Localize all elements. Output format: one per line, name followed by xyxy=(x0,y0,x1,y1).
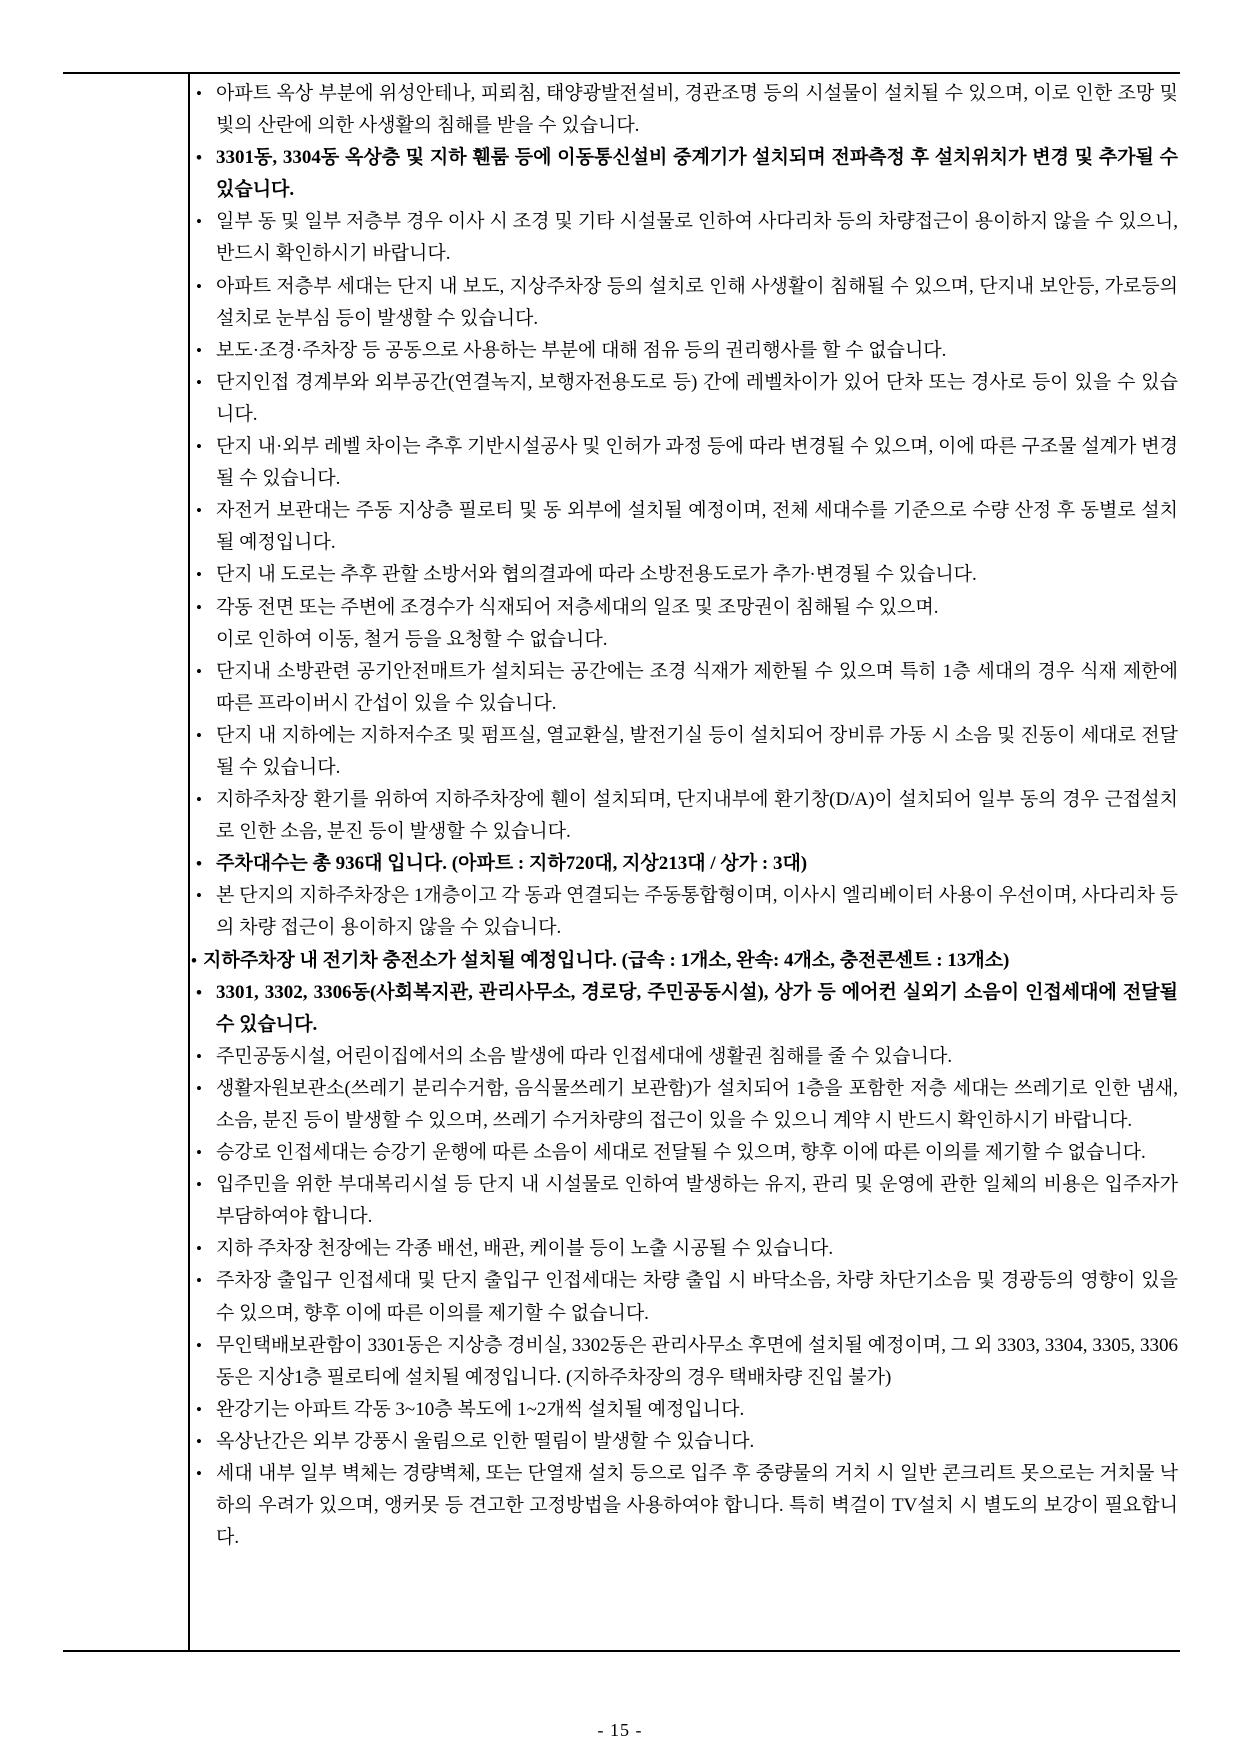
list-item-text: 입주민을 위한 부대복리시설 등 단지 내 시설물로 인하여 발생하는 유지, 관리 및 운영에 관한 일체의 비용은 입주자가 부담하여야 합니다. xyxy=(216,1174,1178,1228)
list-item xyxy=(190,1169,1178,1233)
list-item xyxy=(190,1073,1178,1137)
list-item-text: 무인택배보관함이 3301동은 지상층 경비실, 3302동은 관리사무소 후면에 설치될 예정이며, 그 외 3303, 3304, 3305, 3306동은 지상1층 필로티에 설치될 예정입니다. (지하주차장의 경우 택배차량 진입 불가) xyxy=(216,1334,1178,1388)
list-item xyxy=(190,271,1178,335)
list-item-text: 생활자원보관소(쓰레기 분리수거함, 음식물쓰레기 보관함)가 설치되어 1층을 포함한 저층 세대는 쓰레기로 인한 냄새, 소음, 분진 등이 발생할 수 있으며, 쓰레기 수거차량의 접근이 있을 수 있으니 계약 시 반드시 확인하시기 바랍니다. xyxy=(216,1077,1178,1131)
bullet-icon: • xyxy=(196,790,202,810)
list-item-text: 3301동, 3304동 옥상층 및 지하 휀룸 등에 이동통신설비 중계기가 설치되며 전파측정 후 설치위치가 변경 및 추가될 수 있습니다. xyxy=(216,147,1178,201)
bullet-icon: • xyxy=(196,148,202,168)
list-item-text: 완강기는 아파트 각동 3~10층 복도에 1~2개씩 설치될 예정입니다. xyxy=(216,1398,745,1420)
list-item xyxy=(190,720,1178,784)
list-item xyxy=(190,1233,1178,1265)
list-item-text: 3301, 3302, 3306동(사회복지관, 관리사무소, 경로당, 주민공동시설), 상가 등 에어컨 실외기 소음이 인접세대에 전달될 수 있습니다. xyxy=(216,981,1178,1035)
bullet-icon: • xyxy=(196,1335,202,1355)
bullet-icon: • xyxy=(196,1143,202,1163)
list-item xyxy=(190,495,1178,559)
list-item-text: 지하주차장 내 전기차 충전소가 설치될 예정입니다. (급속 : 1개소, 완속: 4개소, 충전콘센트 : 13개소) xyxy=(203,949,1010,971)
bullet-icon: • xyxy=(196,1431,202,1451)
list-item-text: 본 단지의 지하주차장은 1개층이고 각 동과 연결되는 주동통합형이며, 이사시 엘리베이터 사용이 우선이며, 사다리차 등의 차량 접근이 용이하지 않을 수 있습니다. xyxy=(216,885,1178,939)
bullet-icon: • xyxy=(196,725,202,745)
list-item-text: 지하 주차장 천장에는 각종 배선, 배관, 케이블 등이 노출 시공될 수 있습니다. xyxy=(216,1238,834,1260)
list-item-text: 단지 내 지하에는 지하저수조 및 펌프실, 열교환실, 발전기실 등이 설치되어 장비류 가동 시 소음 및 진동이 세대로 전달될 수 있습니다. xyxy=(216,724,1178,778)
bullet-icon: • xyxy=(196,661,202,681)
bullet-icon: • xyxy=(196,372,202,392)
list-item-text: 단지내 소방관련 공기안전매트가 설치되는 공간에는 조경 식재가 제한될 수 있으며 특히 1층 세대의 경우 식재 제한에 따른 프라이버시 간섭이 있을 수 있습니다. xyxy=(216,660,1178,714)
list-item-text: 세대 내부 일부 벽체는 경량벽체, 또는 단열재 설치 등으로 입주 후 중량물의 거치 시 일반 콘크리트 못으로는 거치물 낙하의 우려가 있으며, 앵커못 등 견고한 고정방법을 사용하여야 합니다. 특히 벽걸이 TV설치 시 별도의 보강이 필요합니다. xyxy=(216,1463,1178,1549)
list-item xyxy=(190,78,1178,142)
list-item-text: 보도·조경·주차장 등 공동으로 사용하는 부분에 대해 점유 등의 권리행사를 할 수 없습니다. xyxy=(216,339,947,361)
list-item xyxy=(190,945,1178,977)
list-item xyxy=(190,559,1178,591)
bullet-icon: • xyxy=(196,1175,202,1195)
bullet-icon: • xyxy=(196,854,202,874)
list-item-text: 단지 내·외부 레벨 차이는 추후 기반시설공사 및 인허가 과정 등에 따라 변경될 수 있으며, 이에 따른 구조물 설계가 변경될 수 있습니다. xyxy=(216,436,1178,490)
list-item-text: 주차대수는 총 936대 입니다. (아파트 : 지하720대, 지상213대 / 상가 : 3대) xyxy=(216,853,808,875)
list-item-text: 주차장 출입구 인접세대 및 단지 출입구 인접세대는 차량 출입 시 바닥소음, 차량 차단기소음 및 경광등의 영향이 있을 수 있으며, 향후 이에 따른 이의를 제기할 수 없습니다. xyxy=(216,1270,1178,1324)
list-item xyxy=(190,1137,1178,1169)
list-item-text: 단지 내 도로는 추후 관할 소방서와 협의결과에 따라 소방전용도로가 추가·변경될 수 있습니다. xyxy=(216,564,977,586)
bullet-icon: • xyxy=(196,1078,202,1098)
list-item xyxy=(190,1041,1178,1073)
list-item xyxy=(190,880,1178,944)
list-item xyxy=(190,1458,1178,1554)
list-item-text: 아파트 저층부 세대는 단지 내 보도, 지상주차장 등의 설치로 인해 사생활이 침해될 수 있으며, 단지내 보안등, 가로등의 설치로 눈부심 등이 발생할 수 있습니다. xyxy=(216,275,1178,329)
list-item-text: 각동 전면 또는 주변에 조경수가 식재되어 저층세대의 일조 및 조망권이 침해될 수 있으며. 이로 인하여 이동, 철거 등을 요청할 수 없습니다. xyxy=(216,596,939,650)
list-item xyxy=(190,142,1178,206)
bullet-icon: • xyxy=(196,1239,202,1259)
bullet-icon: • xyxy=(196,1046,202,1066)
bullet-icon: • xyxy=(196,886,202,906)
list-item xyxy=(190,1265,1178,1329)
list-item xyxy=(190,784,1178,848)
bullet-icon: • xyxy=(191,950,197,970)
notice-list xyxy=(190,74,1180,1650)
list-item xyxy=(190,1330,1178,1394)
list-item xyxy=(190,206,1178,270)
list-item-text: 자전거 보관대는 주동 지상층 필로티 및 동 외부에 설치될 예정이며, 전체 세대수를 기준으로 수량 산정 후 동별로 설치될 예정입니다. xyxy=(216,500,1178,554)
bullet-icon: • xyxy=(196,437,202,457)
bullet-icon: • xyxy=(196,276,202,296)
left-label-cell xyxy=(63,74,190,1650)
list-item xyxy=(190,431,1178,495)
list-item xyxy=(190,335,1178,367)
list-item xyxy=(190,592,1178,656)
bullet-icon: • xyxy=(196,84,202,103)
bullet-icon: • xyxy=(196,340,202,360)
page-number: - 15 - xyxy=(597,1720,643,1740)
list-item-text: 아파트 옥상 부분에 위성안테나, 피뢰침, 태양광발전설비, 경관조명 등의 시설물이 설치될 수 있으며, 이로 인한 조망 및 빛의 산란에 의한 사생활의 침해를 받을 수 있습니다. xyxy=(216,83,1178,137)
bullet-icon: • xyxy=(196,982,202,1002)
bullet-icon: • xyxy=(196,501,202,521)
list-item xyxy=(190,1394,1178,1426)
list-item xyxy=(190,1426,1178,1458)
bullet-icon: • xyxy=(196,212,202,232)
list-item-text: 주민공동시설, 어린이집에서의 소음 발생에 따라 인접세대에 생활권 침해를 줄 수 있습니다. xyxy=(216,1045,953,1067)
list-item-text: 옥상난간은 외부 강풍시 울림으로 인한 떨림이 발생할 수 있습니다. xyxy=(216,1430,755,1452)
list-item-text: 일부 동 및 일부 저층부 경우 이사 시 조경 및 기타 시설물로 인하여 사다리차 등의 차량접근이 용이하지 않을 수 있으니, 반드시 확인하시기 바랍니다. xyxy=(216,211,1178,265)
bullet-icon: • xyxy=(196,565,202,585)
list-item xyxy=(190,367,1178,431)
bullet-icon: • xyxy=(196,597,202,617)
bullet-icon: • xyxy=(196,1399,202,1419)
list-item xyxy=(190,977,1178,1041)
list-item-text: 승강로 인접세대는 승강기 운행에 따른 소음이 세대로 전달될 수 있으며, 향후 이에 따른 이의를 제기할 수 없습니다. xyxy=(216,1142,1146,1164)
list-item xyxy=(190,656,1178,720)
notice-table xyxy=(63,72,1180,1652)
list-item xyxy=(190,848,1178,880)
bullet-icon: • xyxy=(196,1464,202,1484)
list-item-text: 지하주차장 환기를 위하여 지하주차장에 휀이 설치되며, 단지내부에 환기창(D/A)이 설치되어 일부 동의 경우 근접설치로 인한 소음, 분진 등이 발생할 수 있습니다. xyxy=(216,789,1178,843)
bullet-icon: • xyxy=(196,1271,202,1291)
list-item-text: 단지인접 경계부와 외부공간(연결녹지, 보행자전용도로 등) 간에 레벨차이가 있어 단차 또는 경사로 등이 있을 수 있습니다. xyxy=(216,371,1178,425)
